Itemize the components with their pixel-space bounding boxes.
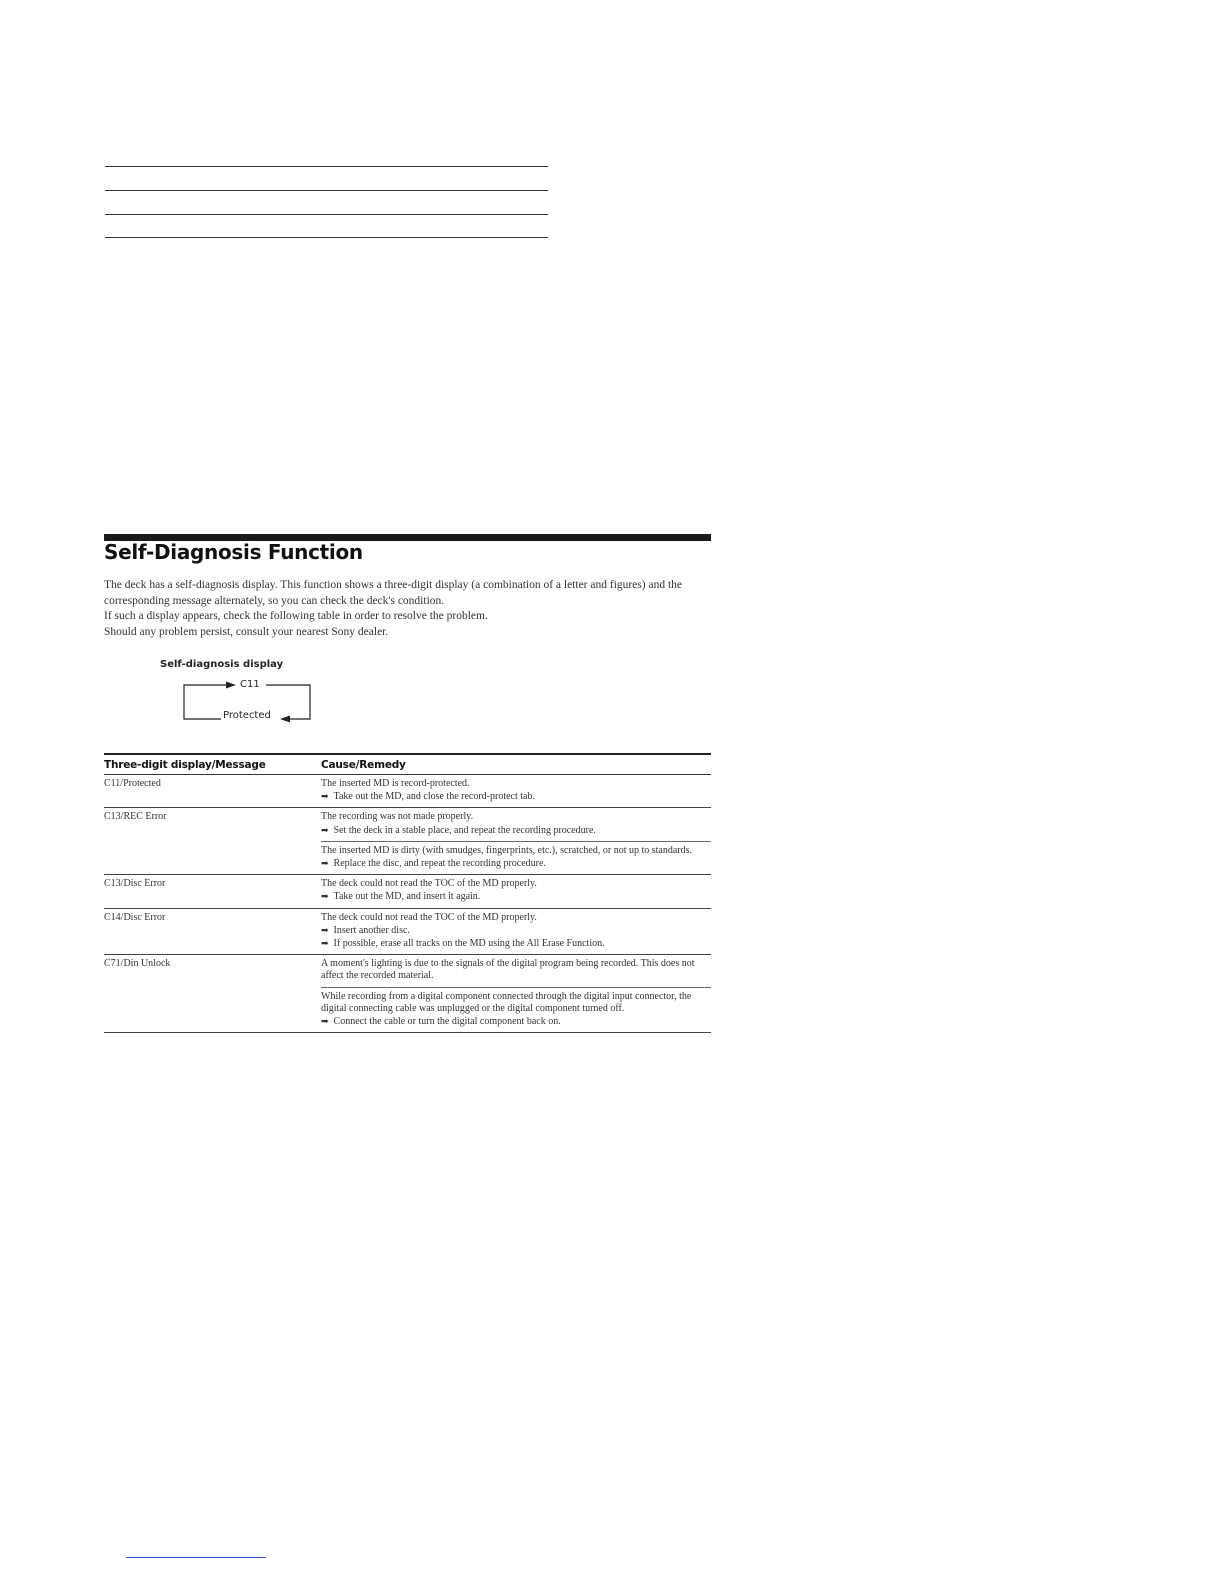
column-header-display: Three-digit display/Message (104, 754, 321, 775)
cause-remedy-cell (321, 841, 711, 874)
display-code: C13/Disc Error (104, 875, 321, 908)
remedy-text: ➡ Replace the disc, and repeat the recording procedure. (321, 857, 711, 870)
cause-remedy-cell (321, 808, 711, 841)
remedy-text: ➡ If possible, erase all tracks on the MD using the All Erase Function. (321, 937, 711, 950)
intro-paragraph: Should any problem persist, consult your nearest Sony dealer. (104, 625, 389, 638)
table-row (104, 875, 711, 908)
cause-text: The deck could not read the TOC of the MD properly. (321, 878, 537, 890)
diagram-label: Self-diagnosis display (160, 659, 284, 670)
remedy-text: ➡ Connect the cable or turn the digital component back on. (321, 1015, 711, 1028)
top-rule-4 (105, 237, 548, 238)
diagnosis-table (104, 753, 711, 1033)
table-row (104, 808, 711, 841)
cause-remedy-cell (321, 908, 711, 955)
cause-remedy-cell (321, 955, 711, 987)
footer-underline (126, 1557, 266, 1558)
table-header-row (104, 754, 711, 775)
remedy-text: ➡ Set the deck in a stable place, and repeat the recording procedure. (321, 824, 711, 837)
table-row (104, 908, 711, 955)
cause-text: The inserted MD is dirty (with smudges, fingerprints, etc.), scratched, or not up to standards. (321, 844, 693, 856)
display-code: C71/Din Unlock (104, 955, 321, 1033)
column-header-cause: Cause/Remedy (321, 754, 711, 775)
intro-paragraph: The deck has a self-diagnosis display. This function shows a three-digit display (a combination of a letter and figures) and the corresponding message alternately, so you can check the deck's condition. (104, 579, 683, 607)
cause-text: The deck could not read the TOC of the MD properly. (321, 911, 537, 923)
top-rule-1 (105, 166, 548, 167)
remedy-text: ➡ Take out the MD, and insert it again. (321, 890, 711, 903)
diagram-message: Protected (223, 710, 271, 721)
top-rule-2 (105, 190, 548, 191)
table-row (104, 775, 711, 808)
display-code: C13/REC Error (104, 808, 321, 875)
remedy-text: ➡ Take out the MD, and close the record-protect tab. (321, 790, 711, 803)
top-rule-3 (105, 214, 548, 215)
cause-text: The recording was not made properly. (321, 811, 474, 823)
table-row (104, 955, 711, 987)
self-diagnosis-diagram (178, 676, 318, 726)
section-title: Self-Diagnosis Function (104, 540, 363, 564)
cause-remedy-cell (321, 775, 711, 808)
display-code: C14/Disc Error (104, 908, 321, 955)
cause-text: A moment's lighting is due to the signals of the digital program being recorded. This does not affect the recorded material. (321, 958, 695, 982)
cause-text: While recording from a digital component connected through the digital input connector, the digital connecting cable was unplugged or the digital component turned off. (321, 990, 692, 1014)
cause-remedy-cell (321, 987, 711, 1033)
cause-text: The inserted MD is record-protected. (321, 778, 470, 789)
cause-remedy-cell (321, 875, 711, 908)
intro-paragraph: If such a display appears, check the following table in order to resolve the problem. (104, 610, 488, 622)
remedy-text: ➡ Insert another disc. (321, 924, 711, 937)
intro-text (104, 578, 716, 640)
diagram-code: C11 (240, 679, 260, 690)
display-code: C11/Protected (104, 775, 321, 808)
